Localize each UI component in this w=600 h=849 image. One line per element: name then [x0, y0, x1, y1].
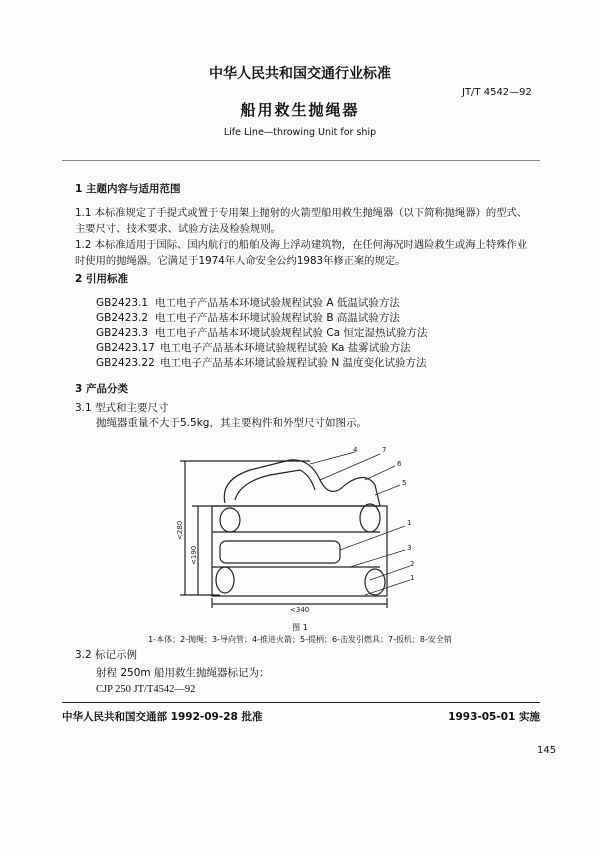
- subsection-heading: 3.2 标记示例: [75, 649, 138, 661]
- figure-caption: 图 1: [292, 623, 308, 632]
- subsection-heading: 3.1 型式和主要尺寸: [75, 402, 169, 414]
- divider: [62, 160, 540, 161]
- figure-line-thrower-drawing: [170, 440, 440, 620]
- ref-code: GB2423.1: [96, 297, 149, 309]
- para: 时使用的抛绳器。它满足于1974年人命安全公约1983年修正案的规定。: [75, 255, 406, 267]
- section-2-heading: 2 引用标准: [75, 273, 128, 285]
- page-number: 145: [537, 745, 557, 756]
- para: 抛绳器重量不大于5.5kg，其主要构件和外型尺寸如图示。: [96, 417, 367, 429]
- figure-label: 7: [382, 446, 387, 454]
- ref-title: 电工电子产品基本环境试验规程试验 B 高温试验方法: [155, 312, 400, 324]
- standard-code: JT/T 4542—92: [462, 87, 532, 98]
- section-3-heading: 3 产品分类: [75, 383, 128, 395]
- footer-divider: [62, 702, 540, 703]
- ref-title: 电工电子产品基本环境试验规程试验 N 温度变化试验方法: [160, 357, 427, 369]
- doc-title: 船用救生抛绳器: [240, 101, 360, 119]
- figure-label: 1: [407, 519, 412, 527]
- ref-code: GB2423.17: [96, 342, 155, 354]
- approval-date: 中华人民共和国交通部 1992-09-28 批准: [62, 711, 263, 723]
- figure-label: 6: [397, 460, 402, 468]
- dimension-height-inner: <190: [190, 545, 198, 565]
- section-1-heading: 1 主题内容与适用范围: [75, 183, 181, 195]
- para: 1.1 本标准规定了手提式或置于专用架上抛射的火箭型船用救生抛绳器（以下简称抛绳器）的型式、: [75, 207, 528, 219]
- dimension-height: <280: [176, 520, 184, 540]
- marking-example: CJP 250 JT/T4542—92: [96, 684, 196, 695]
- figure-label: 2: [410, 560, 415, 568]
- doc-subtitle: Life Line—throwing Unit for ship: [223, 127, 377, 138]
- para: 射程 250m 船用救生抛绳器标记为：: [96, 667, 270, 679]
- figure-label: 5: [402, 479, 407, 487]
- ref-title: 电工电子产品基本环境试验规程试验 A 低温试验方法: [155, 297, 400, 309]
- ref-title: 电工电子产品基本环境试验规程试验 Ka 盐雾试验方法: [160, 342, 411, 354]
- para: 主要尺寸、技术要求、试验方法及检验规则。: [75, 223, 281, 235]
- para: 1.2 本标准适用于国际、国内航行的船舶及海上浮动建筑物，在任何海况时遇险救生或海上特殊作业: [75, 239, 528, 251]
- ref-title: 电工电子产品基本环境试验规程试验 Ca 恒定湿热试验方法: [155, 327, 428, 339]
- org-title: 中华人民共和国交通行业标准: [209, 66, 391, 82]
- dimension-width: <340: [290, 606, 310, 614]
- ref-code: GB2423.22: [96, 357, 155, 369]
- figure-label: 1: [410, 574, 415, 582]
- ref-code: GB2423.3: [96, 327, 149, 339]
- figure-label: 3: [407, 544, 412, 552]
- figure-legend: 1-本体；2-抛绳；3-导向管；4-推进火箭；5-提柄；6-击发引燃具；7-扳机；8-安全销: [148, 635, 452, 644]
- effective-date: 1993-05-01 实施: [448, 711, 540, 723]
- ref-code: GB2423.2: [96, 312, 149, 324]
- figure-label: 4: [353, 446, 358, 454]
